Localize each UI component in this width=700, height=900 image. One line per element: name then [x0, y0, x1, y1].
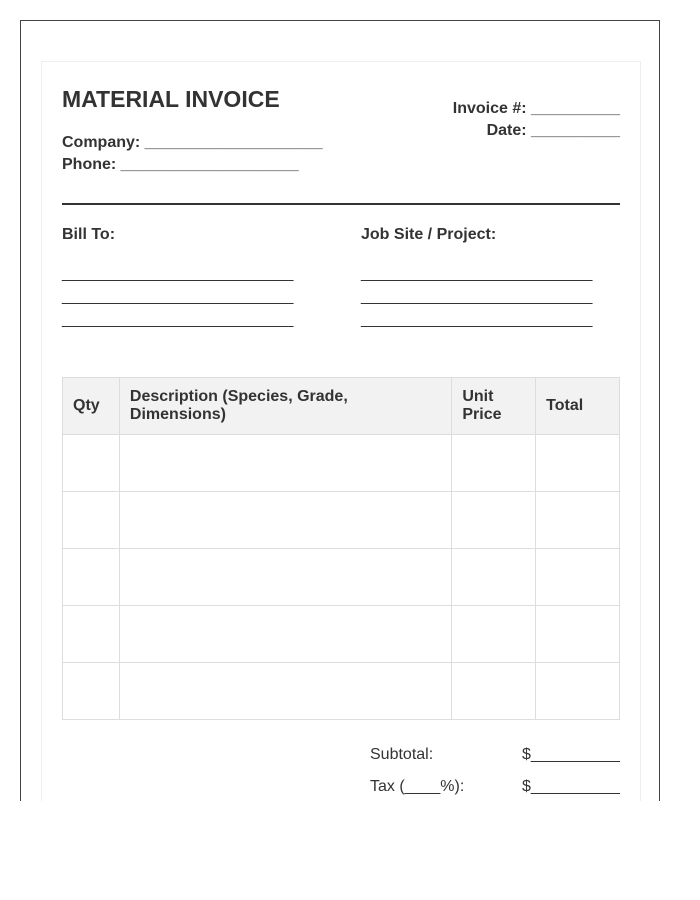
total-cell: [536, 606, 620, 663]
table-row: [63, 606, 620, 663]
unit-price-cell: [452, 492, 536, 549]
qty-header: Qty: [63, 378, 120, 435]
table-row: [63, 435, 620, 492]
invoice-sheet: [41, 61, 641, 801]
table-header-row: [63, 378, 620, 435]
tax-value: $__________: [522, 778, 620, 795]
subtotal-value: $__________: [522, 746, 620, 763]
bill-to-line: __________________________: [62, 265, 294, 282]
bill-to-line: __________________________: [62, 288, 294, 305]
phone-field: Phone: ____________________: [62, 156, 299, 173]
job-site-heading: Job Site / Project:: [361, 226, 497, 243]
description-cell: [119, 435, 451, 492]
total-cell: [536, 492, 620, 549]
qty-cell: [63, 435, 120, 492]
date-field: Date: __________: [486, 122, 620, 139]
bill-to-line: __________________________: [62, 311, 294, 328]
job-site-line: __________________________: [361, 288, 593, 305]
total-header: Total: [536, 378, 620, 435]
subtotal-label: Subtotal:: [370, 746, 434, 763]
table-row: [63, 549, 620, 606]
items-table: [62, 377, 620, 720]
qty-cell: [63, 549, 120, 606]
company-field: Company: ____________________: [62, 134, 323, 151]
total-cell: [536, 435, 620, 492]
bill-to-heading: Bill To:: [62, 226, 116, 243]
qty-cell: [63, 492, 120, 549]
table-row: [63, 492, 620, 549]
job-site-line: __________________________: [361, 265, 593, 282]
qty-cell: [63, 663, 120, 720]
description-cell: [119, 663, 451, 720]
unit-price-cell: [452, 606, 536, 663]
total-cell: [536, 549, 620, 606]
header-divider: [62, 203, 620, 205]
unit-price-cell: [452, 435, 536, 492]
invoice-title: MATERIAL INVOICE: [62, 86, 280, 112]
unit-price-cell: [452, 663, 536, 720]
job-site-line: __________________________: [361, 311, 593, 328]
page-frame: [20, 20, 660, 801]
table-row: [63, 663, 620, 720]
total-cell: [536, 663, 620, 720]
tax-label: Tax (____%):: [370, 778, 465, 795]
unit-price-header: Unit Price: [452, 378, 536, 435]
unit-price-cell: [452, 549, 536, 606]
invoice-number-field: Invoice #: __________: [452, 100, 620, 117]
description-header: Description (Species, Grade, Dimensions): [119, 378, 451, 435]
description-cell: [119, 549, 451, 606]
qty-cell: [63, 606, 120, 663]
description-cell: [119, 492, 451, 549]
description-cell: [119, 606, 451, 663]
